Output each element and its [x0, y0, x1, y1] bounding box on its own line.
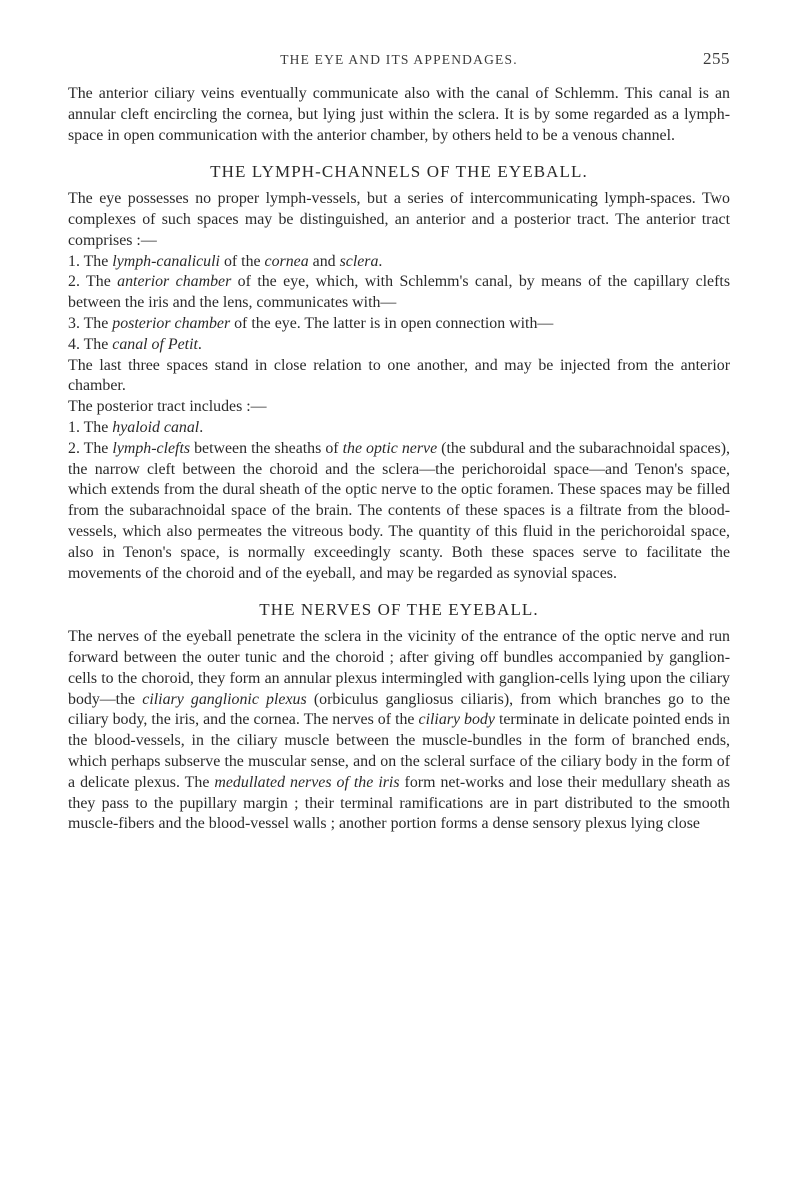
- list-item-anterior-3: 3. The posterior chamber of the eye. The latter is in open connection with—: [68, 314, 554, 332]
- list-item-anterior-1: 1. The lymph-canaliculi of the cornea and sclera.: [68, 252, 383, 270]
- list-item-anterior-2: 2. The anterior chamber of the eye, which, with Schlemm's canal, by means of the capillary clefts between the iris and the lens, communicates with—: [68, 273, 731, 312]
- list-item-posterior-1: 1. The hyaloid canal.: [68, 418, 204, 436]
- list-item-anterior-4: 4. The canal of Petit.: [68, 335, 202, 353]
- paragraph-posterior-intro: The posterior tract includes :—: [68, 398, 267, 416]
- running-title: THE EYE AND ITS APPENDAGES.: [280, 52, 518, 67]
- paragraph-lymph-intro: The eye possesses no proper lymph-vessels, but a series of intercommunicating lymph-spaces. Two complexes of such spaces may be distinguished, an anterior and a posterior tract. The anterior tract comprises :—: [68, 190, 730, 249]
- section-heading-nerves: THE NERVES OF THE EYEBALL.: [259, 600, 539, 620]
- page-body: [68, 84, 730, 835]
- paragraph-canal-of-schlemm: The anterior ciliary veins eventually communicate also with the canal of Schlemm. This canal is an annular cleft encircling the cornea, but lying just within the sclera. It is by some regarded as a lymph-space in open communication with the anterior chamber, by others held to be a venous channel.: [68, 85, 730, 144]
- list-item-posterior-2: 2. The lymph-clefts between the sheaths of the optic nerve (the subdural and the subarachnoidal spaces), the narrow cleft between the choroid and the sclera—the perichoroidal space—and Tenon's space, which extends from the dural sheath of the optic nerve to the optic foramen. These spaces may be filled from the subarachnoidal space of the brain. The contents of these spaces is a filtrate from the blood-vessels, which also permeates the vitreous body. The quantity of this fluid in the perichoroidal space, also in Tenon's space, is normally exceedingly scanty. Both these spaces serve to facilitate the movements of the choroid and of the eyeball, and may be regarded as synovial spaces.: [68, 439, 731, 582]
- running-head: [68, 49, 730, 74]
- section-heading-lymph-channels: THE LYMPH-CHANNELS OF THE EYEBALL.: [210, 162, 588, 182]
- page-number: 255: [703, 49, 730, 68]
- paragraph-nerves: The nerves of the eyeball penetrate the sclera in the vicinity of the entrance of the optic nerve and run forward between the outer tunic and the choroid ; after giving off bundles accompanied by ganglion-cells to the choroid, they form an annular plexus intermingled with ganglion-cells lying upon the ciliary body—the ciliary ganglionic plexus (orbiculus gangliosus ciliaris), from which branches go to the ciliary body, the iris, and the cornea. The nerves of the ciliary body terminate in delicate pointed ends in the blood-vessels, in the ciliary muscle between the muscle-bundles in the form of branched ends, which perhaps subserve the muscular sense, and on the scleral surface of the ciliary body in the form of a delicate plexus. The medullated nerves of the iris form net-works and lose their medullary sheath as they pass to the pupillary margin ; their terminal ramifications are in part distributed to the smooth muscle-fibers and the blood-vessel walls ; another portion forms a dense sensory plexus lying close: [68, 628, 731, 833]
- paragraph-last-three-spaces: The last three spaces stand in close relation to one another, and may be injected from the anterior chamber.: [68, 356, 730, 395]
